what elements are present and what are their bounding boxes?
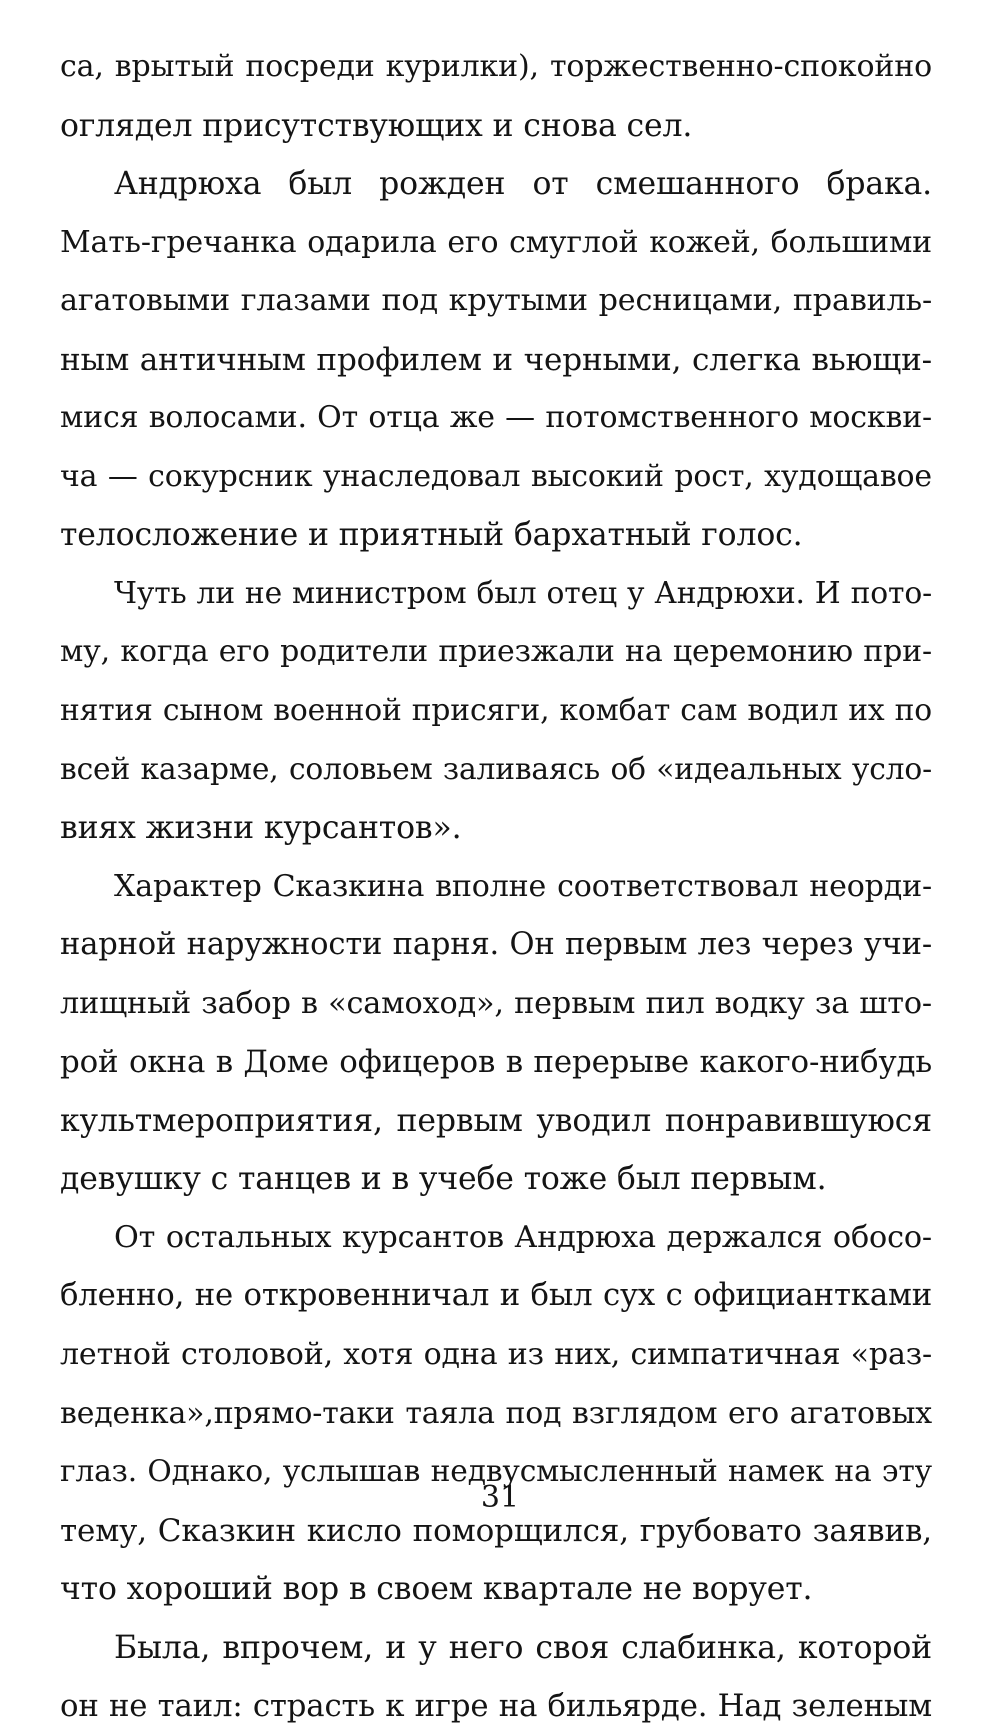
text-line: веденка»,прямо-таки таяла под взглядом его агатовых <box>60 1395 932 1431</box>
text-line: рой окна в Доме офицеров в перерыве какого-нибудь <box>60 1044 932 1081</box>
text-line: нарной наружности парня. Он первым лез через учи- <box>60 927 932 963</box>
text-line: агатовыми глазами под крутыми ресницами, правиль- <box>60 283 932 319</box>
page-number: 31 <box>480 1480 520 1515</box>
text-line: Чуть ли не министром был отец у Андрюхи. И пото- <box>114 575 932 611</box>
text-line: Андрюха был рожден от смешанного брака. <box>114 166 932 203</box>
text-line: тему, Сказкин кисло поморщился, грубовато заявив, <box>60 1512 932 1549</box>
text-line: он не таил: страсть к игре на бильярде. Над зеленым <box>60 1688 932 1725</box>
text-line: нятия сыном военной присяги, комбат сам водил их по <box>60 693 932 729</box>
text-line: летной столовой, хотя одна из них, симпатичная «раз- <box>60 1337 932 1373</box>
text-line: лищный забор в «самоход», первым пил водку за што- <box>60 985 932 1021</box>
text-line: всей казарме, соловьем заливаясь об «идеальных усло- <box>60 751 932 787</box>
text-line: Была, впрочем, и у него своя слабинка, которой <box>114 1629 932 1666</box>
text-line: телосложение и приятный бархатный голос. <box>60 517 803 554</box>
text-line: виях жизни курсантов». <box>60 810 462 847</box>
text-line: культмероприятия, первым уводил понравившуюся <box>60 1102 932 1139</box>
text-line: оглядел присутствующих и снова сел. <box>60 107 693 144</box>
text-line: девушку с танцев и в учебе тоже был первым. <box>60 1161 827 1198</box>
text-line: От остальных курсантов Андрюха держался обосо- <box>114 1219 932 1255</box>
text-line: ча — сокурсник унаследовал высокий рост, худощавое <box>60 458 932 494</box>
text-line: глаз. Однако, услышав недвусмысленный намек на эту <box>60 1454 932 1490</box>
text-line: мися волосами. От отца же — потомственного москви- <box>60 400 932 436</box>
text-line: Мать-гречанка одарила его смуглой кожей, большими <box>60 224 932 260</box>
text-line: бленно, не откровенничал и был сух с официантками <box>60 1278 932 1314</box>
text-line: са, врытый посреди курилки), торжественно-спокойно <box>60 49 932 84</box>
text-line: ным античным профилем и черными, слегка вьющи- <box>60 341 932 378</box>
text-line: что хороший вор в своем квартале не ворует. <box>60 1571 813 1608</box>
text-line: Характер Сказкина вполне соответствовал неорди- <box>114 868 932 904</box>
text-line: му, когда его родители приезжали на церемонию при- <box>60 634 932 670</box>
